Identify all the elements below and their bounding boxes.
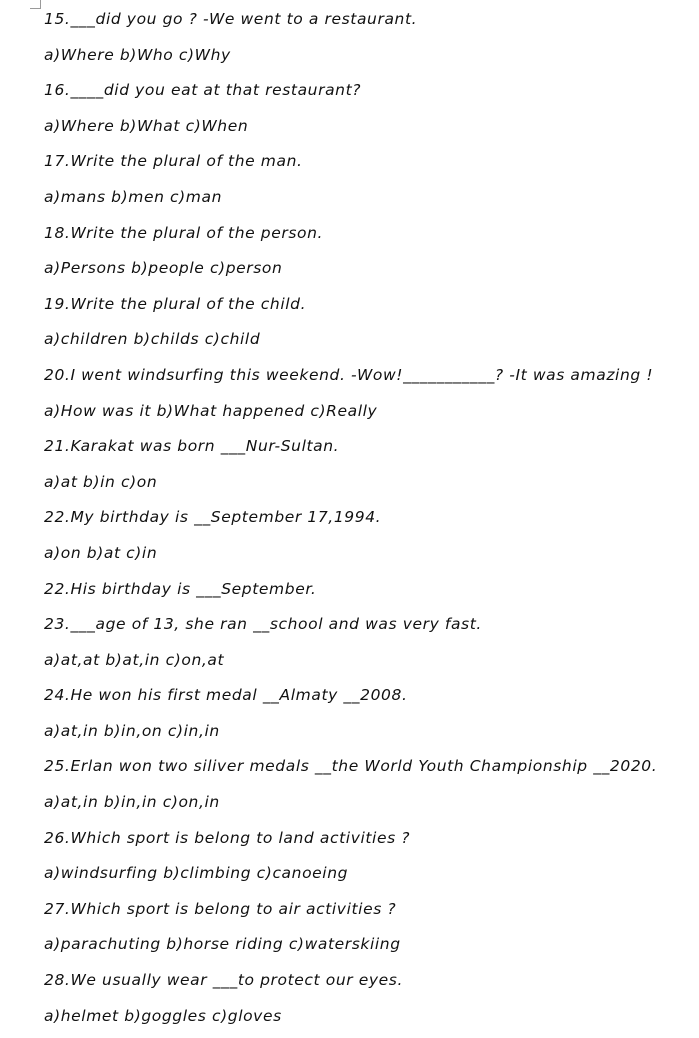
worksheet [44, 6, 699, 1038]
options-25: a)at,in b)in,in c)on,in [44, 793, 220, 812]
question-18: 18.Write the plural of the person. [44, 223, 324, 242]
question-22b: 22.His birthday is ___September. [44, 579, 317, 598]
question-25: 25.Erlan won two siliver medals __the World Youth Championship __2020. [44, 757, 658, 776]
options-19: a)children b)childs c)child [44, 330, 261, 349]
options-28: a)helmet b)goggles c)gloves [44, 1006, 282, 1025]
options-26: a)windsurfing b)climbing c)canoeing [44, 864, 349, 883]
options-15: a)Where b)Who c)Why [44, 45, 231, 64]
options-22: a)on b)at c)in [44, 543, 158, 562]
question-21: 21.Karakat was born ___Nur-Sultan. [44, 437, 340, 456]
options-27: a)parachuting b)horse riding c)waterskiing [44, 935, 401, 954]
question-17: 17.Write the plural of the man. [44, 152, 303, 171]
options-18: a)Persons b)people c)person [44, 259, 283, 278]
question-23: 23.___age of 13, she ran __school and was very fast. [44, 615, 482, 634]
options-17: a)mans b)men c)man [44, 187, 223, 206]
options-23: a)at,at b)at,in c)on,at [44, 650, 225, 669]
options-24: a)at,in b)in,on c)in,in [44, 721, 220, 740]
question-19: 19.Write the plural of the child. [44, 294, 307, 313]
question-27: 27.Which sport is belong to air activities ? [44, 899, 397, 918]
question-24: 24.He won his first medal __Almaty __2008. [44, 686, 408, 705]
question-28: 28.We usually wear ___to protect our eyes. [44, 971, 404, 990]
question-22: 22.My birthday is __September 17,1994. [44, 508, 382, 527]
options-16: a)Where b)What c)When [44, 116, 249, 135]
options-20: a)How was it b)What happened c)Really [44, 401, 378, 420]
question-26: 26.Which sport is belong to land activities ? [44, 828, 411, 847]
page-corner-mark [30, 0, 41, 9]
question-20: 20.I went windsurfing this weekend. -Wow!___________? -It was amazing ! [44, 365, 654, 384]
options-21: a)at b)in c)on [44, 472, 158, 491]
question-16: 16.____did you eat at that restaurant? [44, 81, 362, 100]
question-15: 15.___did you go ? -We went to a restaurant. [44, 10, 418, 28]
